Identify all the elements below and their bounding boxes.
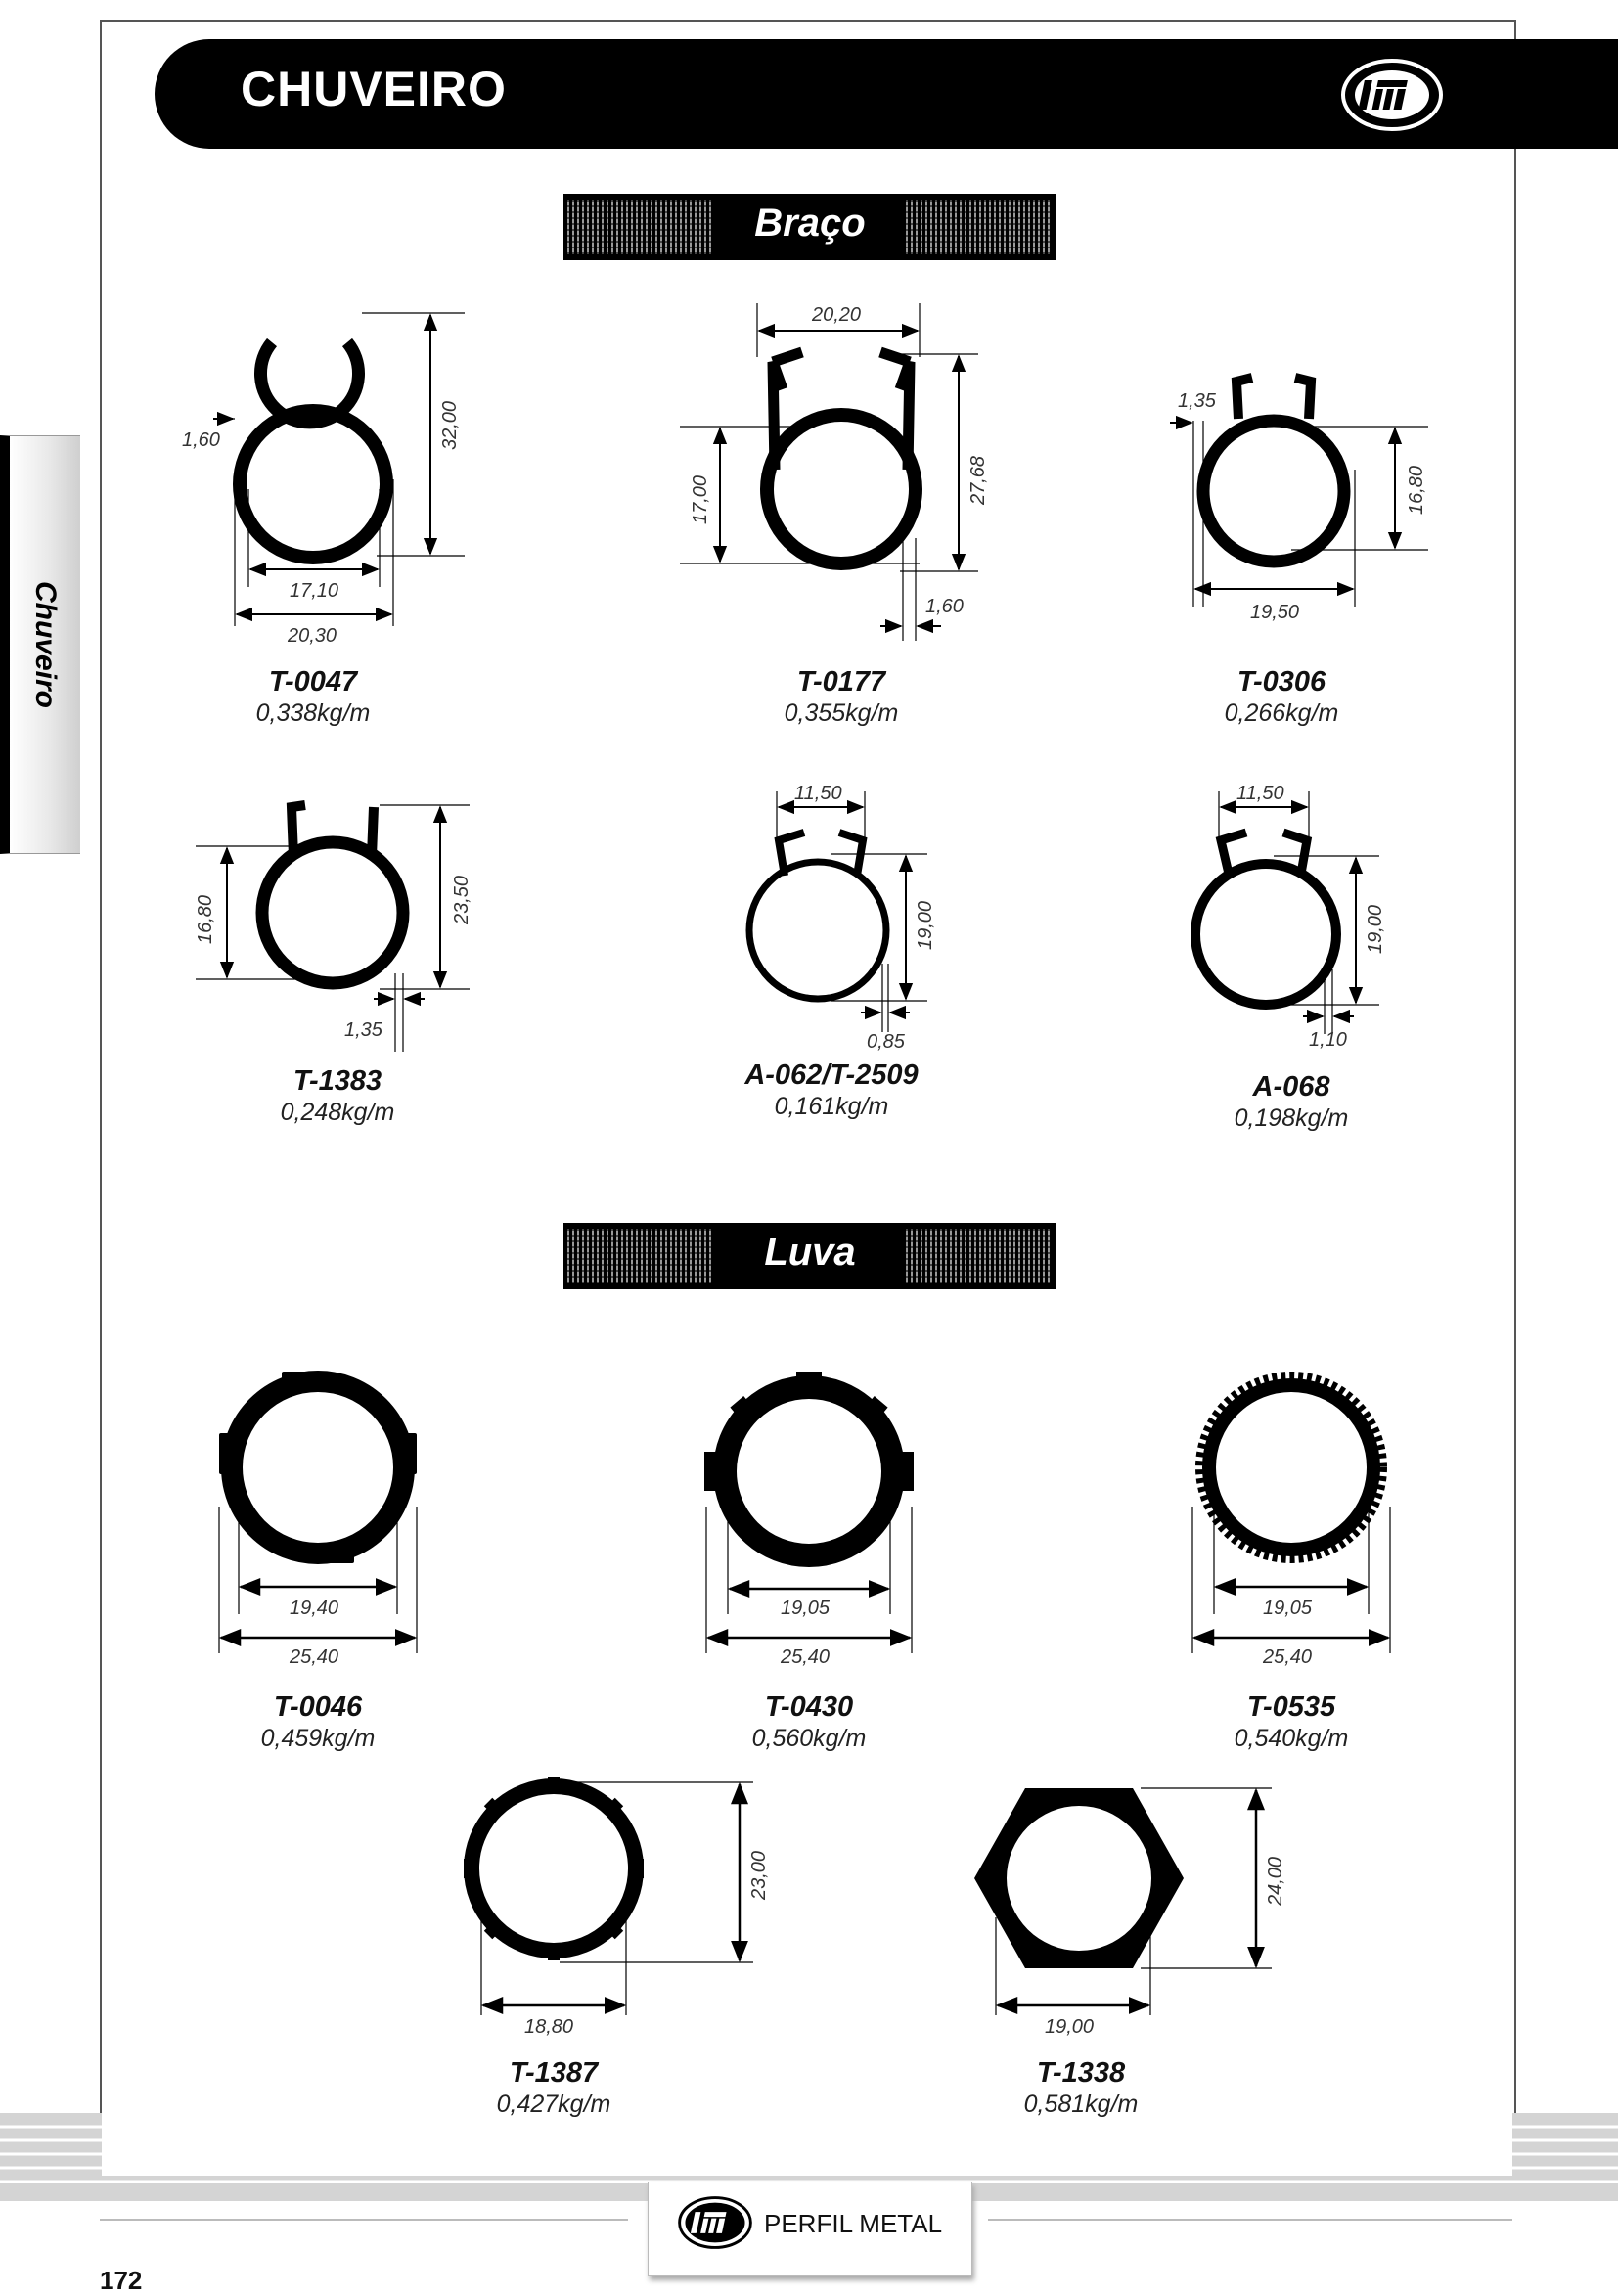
profile-item-t-1338 [964,2056,1198,2119]
dim-label: 19,05 [1263,1598,1313,1619]
footer-rule-left [100,2219,628,2221]
dim-label: 19,00 [915,900,936,950]
profile-code: A-068 [1252,1071,1330,1103]
section-luva-title: Luva [764,1231,856,1274]
dim-label: 16,80 [1406,465,1427,515]
profile-code: T-0047 [268,666,358,698]
page-title: CHUVEIRO [241,62,507,116]
profile-weight: 0,355kg/m [784,699,899,727]
profile-weight: 0,427kg/m [496,2091,611,2118]
dim-label: 19,05 [781,1598,831,1619]
dim-label: 20,30 [288,625,337,647]
dim-label: 32,00 [439,400,461,450]
profile-weight: 0,248kg/m [280,1099,395,1126]
page-header [155,39,1618,149]
perfil-metal-logo-icon [1338,57,1446,133]
footer-brand-name: PERFIL METAL [764,2209,943,2238]
dim-label: 19,00 [1365,904,1386,954]
dim-label: 27,68 [967,455,989,505]
profile-code: T-0430 [764,1691,854,1723]
profile-code: A-062/T-2509 [744,1059,919,1091]
section-braco-title: Braço [754,202,866,245]
dim-label: 1,10 [1309,1029,1347,1051]
profile-item-t-1383 [220,1064,455,1127]
profile-drawing-a-062-t-2509 [724,778,978,1061]
dim-label: 11,50 [1236,783,1284,804]
dim-label: 17,10 [290,580,339,602]
profile-drawing-t-0535 [1179,1370,1404,1683]
profile-item-a-062-t-2509 [704,1058,959,1121]
profile-code: T-0046 [273,1691,363,1723]
dim-label: 11,50 [794,783,842,804]
profile-code: T-0177 [796,666,886,698]
dim-label: 1,60 [925,596,964,617]
footer-brand-box [648,2182,972,2276]
profile-drawing-t-0430 [697,1370,921,1683]
profile-drawing-t-0046 [205,1370,430,1683]
profile-item-t-0177 [724,665,959,728]
dim-label: 25,40 [290,1646,339,1668]
dim-label: 1,35 [1178,390,1216,412]
profile-item-t-0535 [1174,1690,1409,1753]
dim-label: 19,40 [290,1598,339,1619]
profile-item-t-0430 [692,1690,926,1753]
profile-weight: 0,581kg/m [1023,2091,1139,2118]
dim-label: 17,00 [690,474,711,524]
perfil-metal-logo-icon [676,2193,754,2252]
dim-label: 24,00 [1265,1856,1286,1906]
dim-label: 25,40 [781,1646,831,1668]
dim-label: 16,80 [195,894,216,944]
dim-label: 23,00 [748,1850,770,1900]
profile-weight: 0,560kg/m [751,1725,867,1752]
profile-weight: 0,198kg/m [1234,1104,1349,1132]
dim-label: 19,00 [1045,2016,1095,2038]
profile-item-t-0046 [201,1690,435,1753]
dim-label: 23,50 [451,875,472,924]
profile-item-t-1387 [436,2056,671,2119]
profile-item-a-068 [1174,1070,1409,1133]
profile-code: T-1383 [292,1065,382,1097]
profile-drawing-t-1338 [959,1771,1291,2045]
profile-code: T-1338 [1036,2057,1126,2089]
frame-bottom-cover [102,2113,1512,2176]
dim-label: 19,50 [1250,602,1300,623]
profile-item-t-0047 [196,665,430,728]
profile-drawing-t-1387 [450,1771,783,2045]
profile-drawing-t-0047 [166,303,489,665]
profile-code: T-0306 [1236,666,1326,698]
dim-label: 1,35 [344,1019,382,1041]
section-braco-header [563,194,1056,260]
profile-drawing-t-0177 [675,293,998,646]
profile-weight: 0,266kg/m [1224,699,1339,727]
dim-label: 0,85 [867,1031,905,1053]
dim-label: 1,60 [182,429,220,451]
side-tab-chuveiro[interactable] [0,435,80,854]
profile-code: T-1387 [509,2057,599,2089]
profile-weight: 0,459kg/m [260,1725,376,1752]
dim-label: 18,80 [524,2016,574,2038]
dim-label: 25,40 [1263,1646,1313,1668]
footer-rule-right [988,2219,1512,2221]
page-number: 172 [100,2266,143,2295]
dim-label: 20,20 [812,304,862,326]
profile-code: T-0535 [1246,1691,1336,1723]
profile-weight: 0,338kg/m [255,699,371,727]
profile-drawing-t-0306 [1164,372,1477,636]
section-luva-header [563,1223,1056,1289]
profile-drawing-t-1383 [186,797,509,1061]
profile-weight: 0,540kg/m [1234,1725,1349,1752]
side-tab-label: Chuveiro [29,580,62,709]
profile-item-t-0306 [1164,665,1399,728]
profile-drawing-a-068 [1164,778,1418,1061]
profile-weight: 0,161kg/m [774,1093,889,1120]
